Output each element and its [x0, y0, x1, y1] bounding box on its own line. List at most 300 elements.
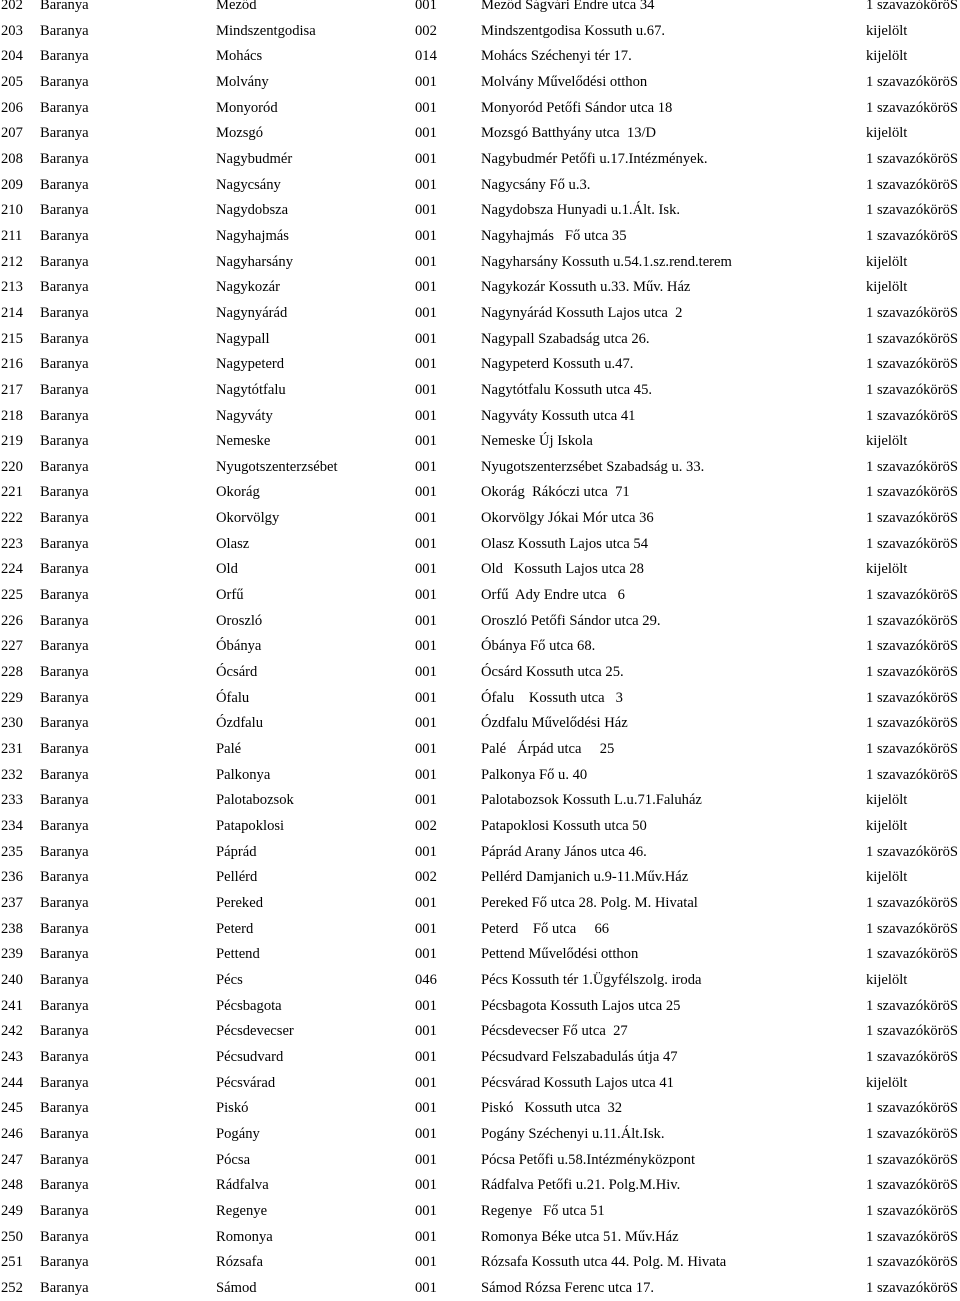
status-cell: 1 szavazóköröS — [866, 741, 958, 758]
status-cell: 1 szavazóköröS — [866, 638, 958, 655]
town-cell: Nagykozár — [216, 279, 281, 296]
row-number: 234 — [1, 818, 23, 834]
town-cell: Romonya — [216, 1228, 273, 1245]
table-row — [0, 788, 960, 814]
district-code-cell: 001 — [415, 1100, 437, 1117]
district-code-cell: 001 — [415, 843, 437, 860]
town-cell: Old — [216, 561, 238, 578]
district-code-cell: 001 — [415, 0, 437, 13]
town-cell: Mindszentgodisa — [216, 22, 316, 39]
location-cell: Pellérd Damjanich u.9-11.Műv.Ház — [481, 869, 689, 886]
table-row — [0, 275, 960, 301]
status-cell: 1 szavazóköröS — [866, 330, 958, 347]
town-cell: Nagyharsány — [216, 253, 293, 270]
table-row — [0, 865, 960, 891]
district-code-cell: 001 — [415, 484, 437, 501]
town-cell: Pécsdevecser — [216, 1023, 294, 1040]
county-cell: Baranya — [40, 330, 89, 347]
row-number: 225 — [1, 587, 23, 604]
county-cell: Baranya — [40, 484, 89, 501]
county-cell: Baranya — [40, 227, 89, 244]
town-cell: Piskó — [216, 1100, 249, 1117]
table-row — [0, 1019, 960, 1045]
location-cell: Palkonya Fő u. 40 — [481, 766, 588, 783]
county-cell: Baranya — [40, 664, 89, 681]
district-code-cell: 001 — [415, 612, 437, 629]
location-cell: Óbánya Fő utca 68. — [481, 638, 596, 655]
table-row — [0, 147, 960, 173]
table-row — [0, 609, 960, 635]
row-number: 246 — [1, 1125, 23, 1142]
location-cell: Palé Árpád utca 25 — [481, 741, 615, 758]
county-cell: Baranya — [40, 535, 89, 552]
table-row — [0, 583, 960, 609]
town-cell: Okorág — [216, 484, 260, 501]
row-number: 236 — [1, 869, 23, 886]
town-cell: Peterd — [216, 920, 254, 937]
district-code-cell: 002 — [415, 818, 437, 834]
district-code-cell: 001 — [415, 304, 437, 321]
status-cell: kijelölt — [866, 869, 908, 886]
table-row — [0, 968, 960, 994]
row-number: 218 — [1, 407, 23, 424]
location-cell: Nagypeterd Kossuth u.47. — [481, 356, 634, 373]
county-cell: Baranya — [40, 381, 89, 398]
row-number: 238 — [1, 920, 23, 937]
table-row — [0, 634, 960, 660]
county-cell: Baranya — [40, 73, 89, 90]
table-row — [0, 1045, 960, 1071]
district-code-cell: 001 — [415, 664, 437, 681]
location-cell: Ócsárd Kossuth utca 25. — [481, 664, 624, 681]
district-code-cell: 001 — [415, 1074, 437, 1091]
row-number: 220 — [1, 458, 23, 475]
table-row — [0, 455, 960, 481]
status-cell: 1 szavazóköröS — [866, 766, 958, 783]
district-code-cell: 001 — [415, 894, 437, 911]
location-cell: Olasz Kossuth Lajos utca 54 — [481, 535, 648, 552]
county-cell: Baranya — [40, 1202, 89, 1219]
row-number: 252 — [1, 1279, 23, 1296]
table-row — [0, 994, 960, 1020]
town-cell: Regenye — [216, 1202, 268, 1219]
county-cell: Baranya — [40, 356, 89, 373]
district-code-cell: 001 — [415, 1254, 437, 1271]
row-number: 224 — [1, 561, 23, 578]
location-cell: Okorvölgy Jókai Mór utca 36 — [481, 510, 654, 527]
row-number: 211 — [1, 227, 23, 244]
county-cell: Baranya — [40, 638, 89, 655]
location-cell: Pécsvárad Kossuth Lajos utca 41 — [481, 1074, 674, 1091]
location-cell: Rózsafa Kossuth utca 44. Polg. M. Hivata — [481, 1254, 727, 1271]
table-row — [0, 250, 960, 276]
table-row — [0, 557, 960, 583]
town-cell: Sámod — [216, 1279, 257, 1296]
town-cell: Nagytótfalu — [216, 381, 286, 398]
town-cell: Palotabozsok — [216, 792, 294, 809]
location-cell: Nagycsány Fő u.3. — [481, 176, 591, 193]
district-code-cell: 001 — [415, 1048, 437, 1065]
table-row — [0, 660, 960, 686]
county-cell: Baranya — [40, 48, 89, 65]
row-number: 212 — [1, 253, 23, 270]
table-row — [0, 0, 960, 19]
row-number: 216 — [1, 356, 23, 373]
location-cell: Oroszló Petőfi Sándor utca 29. — [481, 612, 661, 629]
row-number: 203 — [1, 22, 23, 39]
status-cell: 1 szavazóköröS — [866, 150, 958, 167]
table-row — [0, 1148, 960, 1174]
district-code-cell: 002 — [415, 869, 437, 886]
county-cell: Baranya — [40, 1228, 89, 1245]
status-cell: kijelölt — [866, 1074, 908, 1091]
district-code-cell: 001 — [415, 535, 437, 552]
district-code-cell: 046 — [415, 971, 437, 988]
county-cell: Baranya — [40, 997, 89, 1014]
town-cell: Pogány — [216, 1125, 260, 1142]
town-cell: Pécsbagota — [216, 997, 282, 1014]
status-cell: 1 szavazóköröS — [866, 715, 958, 732]
town-cell: Rádfalva — [216, 1177, 269, 1194]
county-cell: Baranya — [40, 869, 89, 886]
table-row — [0, 1071, 960, 1097]
town-cell: Nagydobsza — [216, 202, 289, 219]
town-cell: Pellérd — [216, 869, 258, 886]
town-cell: Pócsa — [216, 1151, 251, 1168]
district-code-cell: 001 — [415, 587, 437, 604]
county-cell: Baranya — [40, 920, 89, 937]
county-cell: Baranya — [40, 894, 89, 911]
status-cell: 1 szavazóköröS — [866, 1228, 958, 1245]
status-cell: 1 szavazóköröS — [866, 946, 958, 963]
district-code-cell: 001 — [415, 638, 437, 655]
location-cell: Pécsudvard Felszabadulás útja 47 — [481, 1048, 678, 1065]
location-cell: Peterd Fő utca 66 — [481, 920, 610, 937]
status-cell: 1 szavazóköröS — [866, 843, 958, 860]
district-code-cell: 001 — [415, 689, 437, 706]
district-code-cell: 001 — [415, 150, 437, 167]
row-number: 249 — [1, 1202, 23, 1219]
town-cell: Palé — [216, 741, 242, 758]
location-cell: Pécsbagota Kossuth Lajos utca 25 — [481, 997, 681, 1014]
location-cell: Nagyhajmás Fő utca 35 — [481, 227, 627, 244]
status-cell: 1 szavazóköröS — [866, 458, 958, 475]
row-number: 250 — [1, 1228, 23, 1245]
county-cell: Baranya — [40, 150, 89, 167]
county-cell: Baranya — [40, 510, 89, 527]
town-cell: Meződ — [216, 0, 257, 13]
status-cell: 1 szavazóköröS — [866, 1100, 958, 1117]
status-cell: 1 szavazóköröS — [866, 99, 958, 116]
county-cell: Baranya — [40, 792, 89, 809]
row-number: 208 — [1, 150, 23, 167]
district-code-cell: 001 — [415, 356, 437, 373]
town-cell: Pécsvárad — [216, 1074, 276, 1091]
table-row — [0, 1173, 960, 1199]
town-cell: Rózsafa — [216, 1254, 264, 1271]
table-row — [0, 352, 960, 378]
status-cell: kijelölt — [866, 433, 908, 450]
table-row — [0, 429, 960, 455]
location-cell: Ófalu Kossuth utca 3 — [481, 689, 623, 706]
county-cell: Baranya — [40, 946, 89, 963]
location-cell: Okorág Rákóczi utca 71 — [481, 484, 630, 501]
table-row — [0, 121, 960, 147]
location-cell: Old Kossuth Lajos utca 28 — [481, 561, 644, 578]
location-cell: Regenye Fő utca 51 — [481, 1202, 605, 1219]
town-cell: Nagyhajmás — [216, 227, 289, 244]
row-number: 221 — [1, 484, 23, 501]
status-cell: 1 szavazóköröS — [866, 612, 958, 629]
town-cell: Ófalu — [216, 689, 250, 706]
status-cell: 1 szavazóköröS — [866, 894, 958, 911]
county-cell: Baranya — [40, 407, 89, 424]
table-row — [0, 840, 960, 866]
town-cell: Mohács — [216, 48, 263, 65]
town-cell: Nemeske — [216, 433, 271, 450]
county-cell: Baranya — [40, 1279, 89, 1296]
location-cell: Pócsa Petőfi u.58.Intézményközpont — [481, 1151, 695, 1168]
county-cell: Baranya — [40, 279, 89, 296]
row-number: 247 — [1, 1151, 23, 1168]
town-cell: Nagypall — [216, 330, 270, 347]
location-cell: Monyoród Petőfi Sándor utca 18 — [481, 99, 673, 116]
row-number: 227 — [1, 638, 23, 655]
table-row — [0, 378, 960, 404]
district-code-cell: 001 — [415, 510, 437, 527]
status-cell: kijelölt — [866, 279, 908, 296]
table-row — [0, 1199, 960, 1225]
town-cell: Olasz — [216, 535, 250, 552]
row-number: 223 — [1, 535, 23, 552]
status-cell: 1 szavazóköröS — [866, 535, 958, 552]
status-cell: kijelölt — [866, 125, 908, 142]
district-code-cell: 001 — [415, 946, 437, 963]
district-code-cell: 001 — [415, 176, 437, 193]
district-code-cell: 001 — [415, 125, 437, 142]
table-row — [0, 301, 960, 327]
table-row — [0, 1096, 960, 1122]
row-number: 209 — [1, 176, 23, 193]
status-cell: kijelölt — [866, 22, 908, 39]
row-number: 232 — [1, 766, 23, 783]
location-cell: Patapoklosi Kossuth utca 50 — [481, 818, 647, 834]
status-cell: 1 szavazóköröS — [866, 1202, 958, 1219]
status-cell: 1 szavazóköröS — [866, 1177, 958, 1194]
status-cell: 1 szavazóköröS — [866, 381, 958, 398]
row-number: 251 — [1, 1254, 23, 1271]
table-row — [0, 506, 960, 532]
status-cell: 1 szavazóköröS — [866, 1151, 958, 1168]
town-cell: Pécsudvard — [216, 1048, 284, 1065]
row-number: 230 — [1, 715, 23, 732]
location-cell: Pogány Széchenyi u.11.Ált.Isk. — [481, 1125, 665, 1142]
county-cell: Baranya — [40, 689, 89, 706]
county-cell: Baranya — [40, 715, 89, 732]
table-row — [0, 1250, 960, 1276]
row-number: 206 — [1, 99, 23, 116]
table-row — [0, 686, 960, 712]
location-cell: Meződ Ságvári Endre utca 34 — [481, 0, 655, 13]
table-row — [0, 327, 960, 353]
table-row — [0, 891, 960, 917]
status-cell: 1 szavazóköröS — [866, 484, 958, 501]
county-cell: Baranya — [40, 176, 89, 193]
location-cell: Nagydobsza Hunyadi u.1.Ált. Isk. — [481, 202, 681, 219]
status-cell: kijelölt — [866, 818, 908, 834]
row-number: 245 — [1, 1100, 23, 1117]
row-number: 202 — [1, 0, 23, 13]
status-cell: 1 szavazóköröS — [866, 227, 958, 244]
district-code-cell: 001 — [415, 920, 437, 937]
county-cell: Baranya — [40, 0, 89, 13]
table-row — [0, 917, 960, 943]
district-code-cell: 001 — [415, 561, 437, 578]
status-cell: 1 szavazóköröS — [866, 587, 958, 604]
district-code-cell: 001 — [415, 279, 437, 296]
row-number: 207 — [1, 125, 23, 142]
town-cell: Ózdfalu — [216, 715, 264, 732]
county-cell: Baranya — [40, 1100, 89, 1117]
county-cell: Baranya — [40, 741, 89, 758]
district-code-cell: 001 — [415, 741, 437, 758]
row-number: 204 — [1, 48, 23, 65]
town-cell: Orfű — [216, 587, 244, 604]
row-number: 210 — [1, 202, 23, 219]
county-cell: Baranya — [40, 1074, 89, 1091]
row-number: 213 — [1, 279, 23, 296]
status-cell: 1 szavazóköröS — [866, 1125, 958, 1142]
town-cell: Molvány — [216, 73, 269, 90]
town-cell: Nagypeterd — [216, 356, 285, 373]
table-row — [0, 942, 960, 968]
location-cell: Nagyváty Kossuth utca 41 — [481, 407, 636, 424]
town-cell: Pettend — [216, 946, 260, 963]
district-code-cell: 001 — [415, 253, 437, 270]
status-cell: 1 szavazóköröS — [866, 664, 958, 681]
district-code-cell: 001 — [415, 407, 437, 424]
county-cell: Baranya — [40, 99, 89, 116]
location-cell: Mohács Széchenyi tér 17. — [481, 48, 632, 65]
county-cell: Baranya — [40, 843, 89, 860]
town-cell: Nagybudmér — [216, 150, 293, 167]
location-cell: Mindszentgodisa Kossuth u.67. — [481, 22, 666, 39]
district-code-cell: 001 — [415, 792, 437, 809]
row-number: 215 — [1, 330, 23, 347]
town-cell: Pereked — [216, 894, 264, 911]
district-code-cell: 001 — [415, 766, 437, 783]
location-cell: Pécsdevecser Fő utca 27 — [481, 1023, 628, 1040]
location-cell: Ózdfalu Művelődési Ház — [481, 715, 628, 732]
table-row — [0, 737, 960, 763]
table-row — [0, 711, 960, 737]
county-cell: Baranya — [40, 1125, 89, 1142]
district-code-cell: 002 — [415, 22, 437, 39]
district-code-cell: 001 — [415, 99, 437, 116]
row-number: 229 — [1, 689, 23, 706]
location-cell: Nagyharsány Kossuth u.54.1.sz.rend.terem — [481, 253, 732, 270]
location-cell: Rádfalva Petőfi u.21. Polg.M.Hiv. — [481, 1177, 681, 1194]
row-number: 235 — [1, 843, 23, 860]
location-cell: Nemeske Új Iskola — [481, 433, 593, 450]
town-cell: Nagyváty — [216, 407, 273, 424]
row-number: 214 — [1, 304, 23, 321]
county-cell: Baranya — [40, 458, 89, 475]
status-cell: 1 szavazóköröS — [866, 997, 958, 1014]
county-cell: Baranya — [40, 818, 89, 834]
table-row — [0, 1122, 960, 1148]
status-cell: 1 szavazóköröS — [866, 1279, 958, 1296]
row-number: 231 — [1, 741, 23, 758]
town-cell: Okorvölgy — [216, 510, 280, 527]
district-code-cell: 001 — [415, 433, 437, 450]
row-number: 219 — [1, 433, 23, 450]
county-cell: Baranya — [40, 125, 89, 142]
row-number: 228 — [1, 664, 23, 681]
district-code-cell: 001 — [415, 202, 437, 219]
status-cell: 1 szavazóköröS — [866, 202, 958, 219]
status-cell: 1 szavazóköröS — [866, 0, 958, 13]
row-number: 248 — [1, 1177, 23, 1194]
table-row — [0, 1276, 960, 1301]
town-cell: Pécs — [216, 971, 243, 988]
district-code-cell: 001 — [415, 381, 437, 398]
district-code-cell: 001 — [415, 1279, 437, 1296]
status-cell: kijelölt — [866, 253, 908, 270]
district-code-cell: 001 — [415, 715, 437, 732]
row-number: 241 — [1, 997, 23, 1014]
town-cell: Mozsgó — [216, 125, 264, 142]
county-cell: Baranya — [40, 22, 89, 39]
table-row — [0, 1225, 960, 1251]
row-number: 242 — [1, 1023, 23, 1040]
location-cell: Páprád Arany János utca 46. — [481, 843, 647, 860]
district-code-cell: 001 — [415, 227, 437, 244]
town-cell: Oroszló — [216, 612, 263, 629]
county-cell: Baranya — [40, 971, 89, 988]
table-row — [0, 173, 960, 199]
district-code-cell: 001 — [415, 997, 437, 1014]
location-cell: Nagytótfalu Kossuth utca 45. — [481, 381, 653, 398]
district-code-cell: 001 — [415, 1202, 437, 1219]
district-code-cell: 001 — [415, 458, 437, 475]
county-cell: Baranya — [40, 253, 89, 270]
county-cell: Baranya — [40, 433, 89, 450]
status-cell: 1 szavazóköröS — [866, 407, 958, 424]
status-cell: 1 szavazóköröS — [866, 510, 958, 527]
county-cell: Baranya — [40, 766, 89, 783]
town-cell: Nyugotszenterzsébet — [216, 458, 338, 475]
town-cell: Nagynyárád — [216, 304, 288, 321]
table-row — [0, 532, 960, 558]
table-row — [0, 198, 960, 224]
district-code-cell: 014 — [415, 48, 437, 65]
status-cell: kijelölt — [866, 48, 908, 65]
row-number: 240 — [1, 971, 23, 988]
county-cell: Baranya — [40, 612, 89, 629]
table-row — [0, 96, 960, 122]
table-row — [0, 70, 960, 96]
status-cell: kijelölt — [866, 971, 908, 988]
row-number: 243 — [1, 1048, 23, 1065]
county-cell: Baranya — [40, 1254, 89, 1271]
status-cell: 1 szavazóköröS — [866, 73, 958, 90]
status-cell: 1 szavazóköröS — [866, 689, 958, 706]
table-row — [0, 404, 960, 430]
location-cell: Palotabozsok Kossuth L.u.71.Faluház — [481, 792, 702, 809]
town-cell: Patapoklosi — [216, 818, 285, 834]
district-code-cell: 001 — [415, 1023, 437, 1040]
